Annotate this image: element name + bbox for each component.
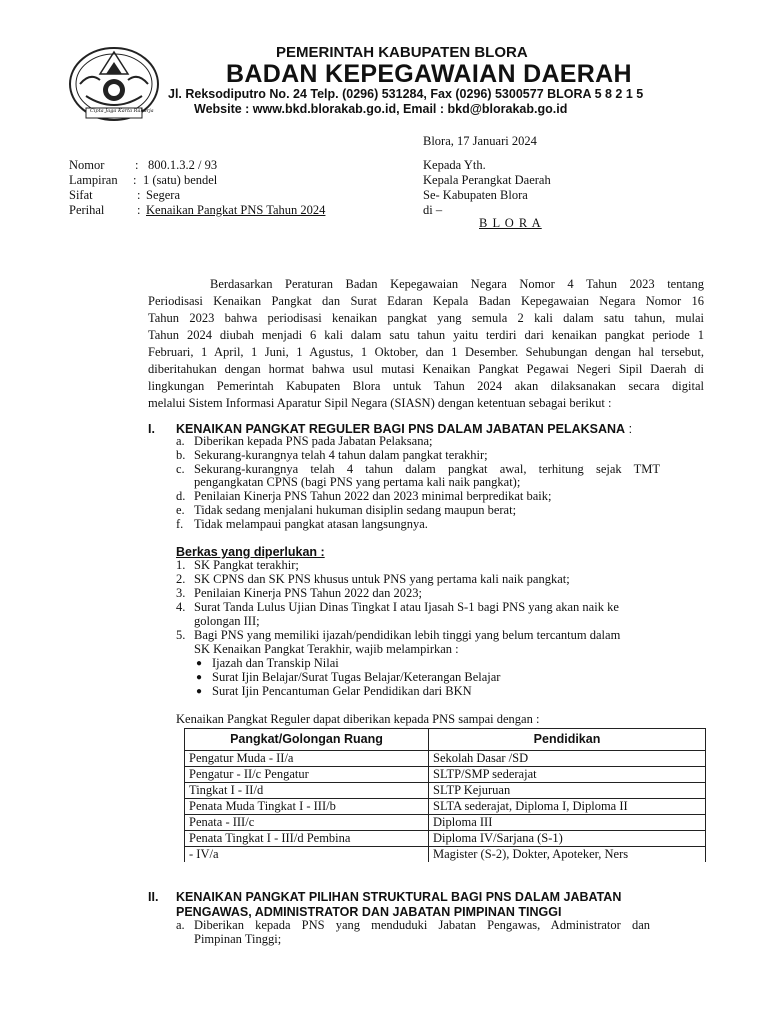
item-letter: e. <box>176 503 185 517</box>
item-letter: b. <box>176 448 186 462</box>
bullet-icon: ● <box>196 686 203 697</box>
table-header: Pendidikan <box>429 729 706 751</box>
item-letter: a. <box>176 918 185 932</box>
section-1-title-suffix: : <box>625 422 633 436</box>
intro-line: Tahun 2024 diubah menjadi 6 kali dalam satu tahun yaitu terdiri dari kenaikan pangkat periode 1 <box>148 328 704 342</box>
item-text: Tidak melampaui pangkat atasan langsungnya. <box>194 517 428 531</box>
item-text: Sekurang-kurangnya telah 4 tahun dalam pangkat awal, terhitung sejak TMT <box>194 462 660 476</box>
table-cell: Diploma IV/Sarjana (S-1) <box>429 831 706 847</box>
intro-line: lingkungan Pemerintah Kabupaten Blora untuk Tahun 2024 akan dilaksanakan secara digital <box>148 379 704 393</box>
recipient-region: Se- Kabupaten Blora <box>423 188 528 202</box>
perihal-label: Perihal <box>69 203 105 217</box>
item-text: Tidak sedang menjalani hukuman disiplin sedang maupun berat; <box>194 503 517 517</box>
table-cell: Diploma III <box>429 815 706 831</box>
section-1-title-text: KENAIKAN PANGKAT REGULER BAGI PNS DALAM JABATAN PELAKSANA <box>176 422 626 436</box>
nomor-label: Nomor <box>69 158 105 172</box>
section-2-number: II. <box>148 890 159 904</box>
intro-line: melalui Sistem Informasi Aparatur Sipil Negara (SIASN) dengan ketentuan sebagai berikut : <box>148 396 612 410</box>
berkas-text: golongan III; <box>194 614 260 628</box>
letter-date: Blora, 17 Januari 2024 <box>423 134 537 148</box>
berkas-num: 3. <box>176 586 186 600</box>
section-2-title-line2: PENGAWAS, ADMINISTRATOR DAN JABATAN PIMPINAN TINGGI <box>176 905 562 919</box>
berkas-title: Berkas yang diperlukan : <box>176 545 325 559</box>
table-row <box>185 799 706 815</box>
item-letter: a. <box>176 434 185 448</box>
perihal-value: Kenaikan Pangkat PNS Tahun 2024 <box>146 203 326 217</box>
letterhead-address: Jl. Reksodiputro No. 24 Telp. (0296) 531284, Fax (0296) 5300577 BLORA 5 8 2 1 5 <box>168 87 644 101</box>
lampiran-sep: : <box>133 173 137 187</box>
table-row <box>185 847 706 863</box>
letterhead-government: PEMERINTAH KABUPATEN BLORA <box>276 44 528 61</box>
item-text: Diberikan kepada PNS yang menduduki Jabatan Pengawas, Administrator dan <box>194 918 650 932</box>
table-cell: - IV/a <box>185 847 429 863</box>
intro-line: Tahun 2023 bahwa periodisasi kenaikan pangkat yang semula 2 kali dalam satu tahun, mulai <box>148 311 704 325</box>
berkas-text: SK Pangkat terakhir; <box>194 558 299 572</box>
table-cell: Sekolah Dasar /SD <box>429 751 706 767</box>
table-cell: Penata - III/c <box>185 815 429 831</box>
bullet-text: Ijazah dan Transkip Nilai <box>212 656 339 670</box>
recipient-di: di – <box>423 203 443 217</box>
berkas-num: 5. <box>176 628 186 642</box>
lampiran-value: 1 (satu) bendel <box>143 173 218 187</box>
item-text: Penilaian Kinerja PNS Tahun 2022 dan 2023 minimal berpredikat baik; <box>194 489 552 503</box>
lampiran-label: Lampiran <box>69 173 118 187</box>
intro-line: Periodisasi Kenaikan Pangkat dan Surat Edaran Kepala Badan Kepegawaian Negara Nomor 16 <box>148 294 704 308</box>
item-letter: f. <box>176 517 184 531</box>
letterhead-agency: BADAN KEPEGAWAIAN DAERAH <box>226 60 632 88</box>
nomor-sep: : <box>135 158 139 172</box>
table-intro: Kenaikan Pangkat Reguler dapat diberikan kepada PNS sampai dengan : <box>176 712 540 726</box>
berkas-text: SK CPNS dan SK PNS khusus untuk PNS yang pertama kali naik pangkat; <box>194 572 570 586</box>
berkas-text: Penilaian Kinerja PNS Tahun 2022 dan 2023; <box>194 586 423 600</box>
item-text: Pimpinan Tinggi; <box>194 932 282 946</box>
recipient-greeting: Kepada Yth. <box>423 158 486 172</box>
intro-line: Berdasarkan Peraturan Badan Kepegawaian Negara Nomor 4 Tahun 2023 tentang <box>210 277 704 291</box>
table-row <box>185 767 706 783</box>
bullet-icon: ● <box>196 672 203 683</box>
berkas-text: Bagi PNS yang memiliki ijazah/pendidikan lebih tinggi yang belum tercantum dalam <box>194 628 621 642</box>
intro-line: diberitahukan dengan hormat bahwa usul mutasi Kenaikan Pangkat Pegawai Negeri Sipil Daerah di <box>148 362 704 376</box>
berkas-text: SK Kenaikan Pangkat Terakhir, wajib melampirkan : <box>194 642 459 656</box>
item-text: Sekurang-kurangnya telah 4 tahun dalam pangkat terakhir; <box>194 448 488 462</box>
table-row <box>185 751 706 767</box>
pangkat-pendidikan-table <box>184 728 706 862</box>
table-header-row <box>185 729 706 751</box>
berkas-num: 2. <box>176 572 186 586</box>
government-seal-logo <box>66 44 162 130</box>
table-cell: Penata Tingkat I - III/d Pembina <box>185 831 429 847</box>
logo-motto: Cipta Jaga Karta Raharja <box>90 108 154 114</box>
recipient-title: Kepala Perangkat Daerah <box>423 173 551 187</box>
sifat-sep: : <box>137 188 141 202</box>
intro-line: Februari, 1 April, 1 Juni, 1 Agustus, 1 Oktober, dan 1 Desember. Sehubungan dengan hal tersebut, <box>148 345 704 359</box>
table-header: Pangkat/Golongan Ruang <box>185 729 429 751</box>
table-cell: SLTP/SMP sederajat <box>429 767 706 783</box>
table-cell: SLTP Kejuruan <box>429 783 706 799</box>
berkas-num: 1. <box>176 558 186 572</box>
table-row <box>185 831 706 847</box>
item-letter: d. <box>176 489 186 503</box>
recipient-city: B L O R A <box>479 216 542 230</box>
bullet-icon: ● <box>196 658 203 669</box>
table-cell: SLTA sederajat, Diploma I, Diploma II <box>429 799 706 815</box>
berkas-text: Surat Tanda Lulus Ujian Dinas Tingkat I atau Ijasah S-1 bagi PNS yang akan naik ke <box>194 600 619 614</box>
section-2-title-line1: KENAIKAN PANGKAT PILIHAN STRUKTURAL BAGI PNS DALAM JABATAN <box>176 890 622 904</box>
table-cell: Tingkat I - II/d <box>185 783 429 799</box>
section-1-number: I. <box>148 422 155 436</box>
table-cell: Pengatur Muda - II/a <box>185 751 429 767</box>
sifat-label: Sifat <box>69 188 93 202</box>
nomor-value: 800.1.3.2 / 93 <box>148 158 218 172</box>
letterhead-website: Website : www.bkd.blorakab.go.id, Email : bkd@blorakab.go.id <box>194 102 568 116</box>
table-cell: Pengatur - II/c Pengatur <box>185 767 429 783</box>
table-row <box>185 783 706 799</box>
perihal-sep: : <box>137 203 141 217</box>
table-row <box>185 815 706 831</box>
item-text: Diberikan kepada PNS pada Jabatan Pelaksana; <box>194 434 433 448</box>
berkas-num: 4. <box>176 600 186 614</box>
table-cell: Penata Muda Tingkat I - III/b <box>185 799 429 815</box>
sifat-value: Segera <box>146 188 181 202</box>
item-letter: c. <box>176 462 185 476</box>
bullet-text: Surat Ijin Belajar/Surat Tugas Belajar/Keterangan Belajar <box>212 670 501 684</box>
item-text: pengangkatan CPNS (bagi PNS yang pertama kali naik pangkat); <box>194 475 521 489</box>
table-cell: Magister (S-2), Dokter, Apoteker, Ners <box>429 847 706 863</box>
bullet-text: Surat Ijin Pencantuman Gelar Pendidikan dari BKN <box>212 684 472 698</box>
